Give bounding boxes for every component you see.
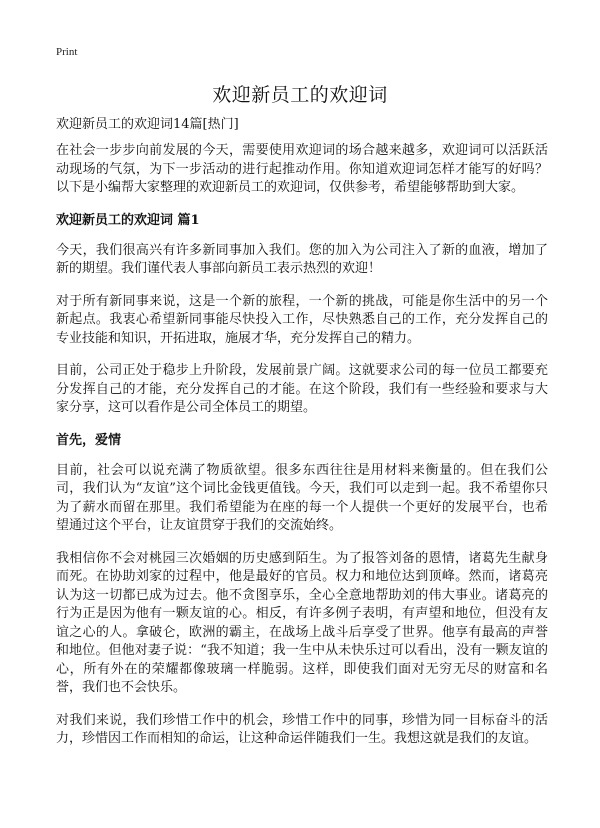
print-link[interactable]: Print bbox=[56, 46, 78, 58]
document-title: 欢迎新员工的欢迎词 bbox=[212, 84, 388, 106]
paragraph-6: 对我们来说，我们珍惜工作中的机会，珍惜工作中的同事，珍惜为同一目标奋斗的活力，珍惜因工作而相知的命运，让这种命运伴随我们一生。我想这就是我们的友谊。 bbox=[56, 712, 548, 746]
paragraph-2: 对于所有新同事来说，这是一个新的旅程，一个新的挑战，可能是你生活中的另一个新起点。我衷心希望新同事能尽快投入工作，尽快熟悉自己的工作，充分发挥自己的专业技能和知识，开拓进取，施展才华，充分发挥自己的精力。 bbox=[56, 293, 548, 346]
intro-paragraph: 在社会一步步向前发展的今天，需要使用欢迎词的场合越来越多，欢迎词可以活跃活动现场的气氛，为下一步活动的进行起推动作用。你知道欢迎词怎样才能写的好吗？以下是小编帮大家整理的欢迎新员工的欢迎词，仅供参考，希望能够帮助到大家。 bbox=[56, 143, 548, 195]
document-subtitle: 欢迎新员工的欢迎词14篇[热门] bbox=[56, 117, 239, 132]
paragraph-4: 目前，社会可以说充满了物质欲望。很多东西往往是用材料来衡量的。但在我们公司，我们认为“友谊”这个词比金钱更值钱。今天，我们可以走到一起。我不希望你只为了薪水而留在那里。我们希望能为在座的每一个人提供一个更好的发展平台，也希望通过这个平台，让友谊贯穿于我们的交流始终。 bbox=[56, 462, 548, 533]
paragraph-1: 今天，我们很高兴有许多新同事加入我们。您的加入为公司注入了新的血液，增加了新的期望。我们谨代表人事部向新员工表示热烈的欢迎！ bbox=[56, 242, 548, 276]
paragraph-3: 目前，公司正处于稳步上升阶段，发展前景广阔。这就要求公司的每一位员工都要充分发挥自己的才能，充分发挥自己的才能。在这个阶段，我们有一些经验和要求与大家分享，这可以看作是公司全体员工的期望。 bbox=[56, 363, 548, 415]
document-body bbox=[56, 116, 548, 763]
section-heading-2: 首先，爱情 bbox=[56, 432, 122, 448]
paragraph-5: 我相信你不会对桃园三次婚姻的历史感到陌生。为了报答刘备的恩情，诸葛先生献身而死。在协助刘家的过程中，他是最好的官员。权力和地位达到顶峰。然而，诸葛亮认为这一切都已成为过去。他不贪图享乐，全心全意地帮助刘的伟大事业。诸葛亮的行为正是因为他有一颗友谊的心。相反，有许多例子表明，有声望和地位，但没有友谊之心的人。拿破仑，欧洲的霸主，在战场上战斗后享受了世界。他享有最高的声誉和地位。但他对妻子说：“我不知道；我一生中从未快乐过可以看出，没有一颗友谊的心，所有外在的荣耀都像玻璃一样脆弱。这样，即使我们面对无穷无尽的财富和名誉，我们也不会快乐。 bbox=[56, 550, 548, 695]
section-heading-1: 欢迎新员工的欢迎词 篇1 bbox=[56, 212, 200, 228]
